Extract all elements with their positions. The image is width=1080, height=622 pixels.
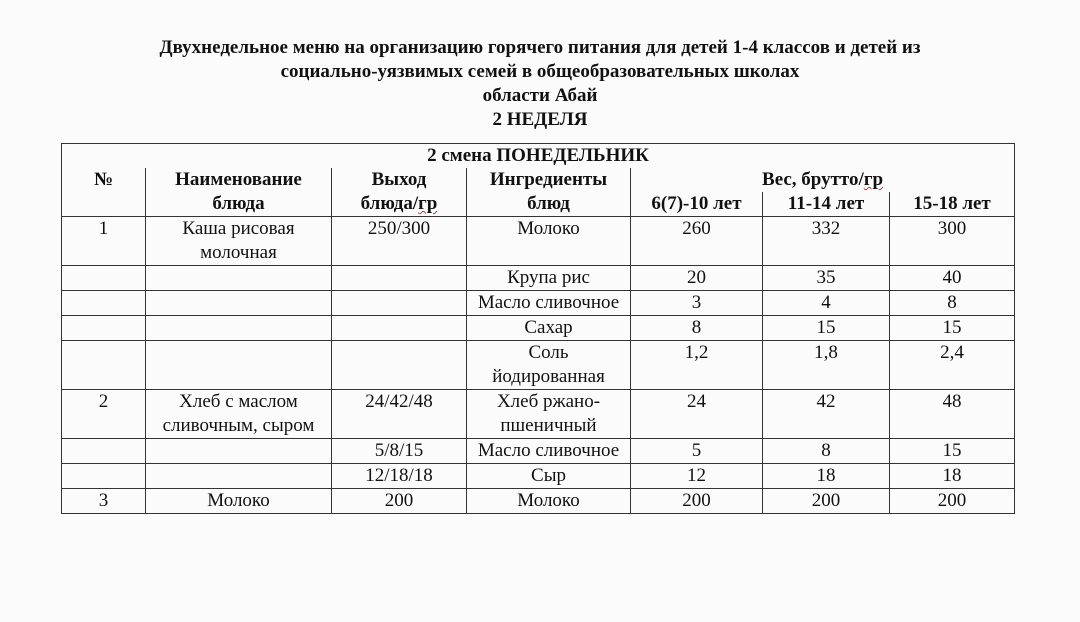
row-weight-6-10: 5 bbox=[631, 439, 763, 464]
row-num bbox=[62, 464, 146, 489]
title-line-1: Двухнедельное меню на организацию горячего питания для детей 1-4 классов и детей из bbox=[159, 37, 921, 58]
row-output: 24/42/48 bbox=[332, 390, 467, 439]
row-dish bbox=[146, 439, 332, 464]
header-dish-line1: Наименование bbox=[146, 168, 332, 192]
row-weight-11-14: 332 bbox=[763, 217, 890, 266]
row-output bbox=[332, 266, 467, 291]
header-dish-line2: блюда bbox=[146, 192, 332, 217]
header-age-6-10: 6(7)-10 лет bbox=[631, 192, 763, 217]
header-ingredients-line1: Ингредиенты bbox=[467, 168, 631, 192]
row-ingredient: Масло сливочное bbox=[467, 439, 631, 464]
header-age-15-18: 15-18 лет bbox=[890, 192, 1015, 217]
table-row bbox=[62, 217, 1015, 266]
row-ingredient: Хлеб ржано-пшеничный bbox=[467, 390, 631, 439]
row-weight-11-14: 18 bbox=[763, 464, 890, 489]
row-weight-6-10: 24 bbox=[631, 390, 763, 439]
row-weight-6-10: 8 bbox=[631, 316, 763, 341]
row-weight-11-14: 1,8 bbox=[763, 341, 890, 390]
table-row bbox=[62, 341, 1015, 390]
header-row-1 bbox=[62, 168, 1015, 192]
row-dish: Хлеб с маслом сливочным, сыром bbox=[146, 390, 332, 439]
row-num: 2 bbox=[62, 390, 146, 439]
header-output-line1: Выход bbox=[332, 168, 467, 192]
row-num bbox=[62, 291, 146, 316]
title-line-3: области Абай bbox=[482, 85, 598, 106]
row-ingredient: Сыр bbox=[467, 464, 631, 489]
row-weight-6-10: 20 bbox=[631, 266, 763, 291]
row-dish bbox=[146, 464, 332, 489]
row-weight-6-10: 200 bbox=[631, 489, 763, 514]
row-dish bbox=[146, 266, 332, 291]
row-weight-15-18: 40 bbox=[890, 266, 1015, 291]
shift-day-header: 2 смена ПОНЕДЕЛЬНИК bbox=[62, 144, 1015, 169]
row-output: 5/8/15 bbox=[332, 439, 467, 464]
row-dish: Молоко bbox=[146, 489, 332, 514]
header-num: № bbox=[62, 168, 146, 217]
table-row bbox=[62, 489, 1015, 514]
row-dish bbox=[146, 341, 332, 390]
row-weight-15-18: 15 bbox=[890, 316, 1015, 341]
row-weight-6-10: 12 bbox=[631, 464, 763, 489]
row-weight-15-18: 2,4 bbox=[890, 341, 1015, 390]
table-row bbox=[62, 439, 1015, 464]
row-weight-6-10: 260 bbox=[631, 217, 763, 266]
row-output: 200 bbox=[332, 489, 467, 514]
row-ingredient: Сахар bbox=[467, 316, 631, 341]
row-ingredient: Соль йодированная bbox=[467, 341, 631, 390]
row-output bbox=[332, 341, 467, 390]
header-weight-prefix: Вес, брутто/ bbox=[762, 169, 864, 190]
header-weight bbox=[631, 168, 1015, 192]
row-ingredient: Молоко bbox=[467, 489, 631, 514]
table-row bbox=[62, 266, 1015, 291]
row-output bbox=[332, 291, 467, 316]
row-ingredient: Крупа рис bbox=[467, 266, 631, 291]
row-weight-6-10: 3 bbox=[631, 291, 763, 316]
row-ingredient: Масло сливочное bbox=[467, 291, 631, 316]
row-num bbox=[62, 341, 146, 390]
row-weight-11-14: 42 bbox=[763, 390, 890, 439]
row-num bbox=[62, 439, 146, 464]
row-weight-11-14: 200 bbox=[763, 489, 890, 514]
row-num: 1 bbox=[62, 217, 146, 266]
row-output bbox=[332, 316, 467, 341]
row-weight-15-18: 300 bbox=[890, 217, 1015, 266]
row-weight-15-18: 200 bbox=[890, 489, 1015, 514]
row-num: 3 bbox=[62, 489, 146, 514]
header-output-line2 bbox=[332, 192, 467, 217]
row-weight-15-18: 15 bbox=[890, 439, 1015, 464]
row-weight-11-14: 4 bbox=[763, 291, 890, 316]
row-weight-15-18: 18 bbox=[890, 464, 1015, 489]
row-output: 250/300 bbox=[332, 217, 467, 266]
row-weight-6-10: 1,2 bbox=[631, 341, 763, 390]
row-dish bbox=[146, 291, 332, 316]
header-ingredients-line2: блюд bbox=[467, 192, 631, 217]
title-line-2: социально-уязвимых семей в общеобразовательных школах bbox=[280, 61, 800, 82]
header-output-unit: гр bbox=[418, 193, 438, 214]
table-row bbox=[62, 291, 1015, 316]
row-weight-15-18: 48 bbox=[890, 390, 1015, 439]
table-row bbox=[62, 464, 1015, 489]
row-output: 12/18/18 bbox=[332, 464, 467, 489]
shift-day-row bbox=[62, 144, 1015, 169]
header-age-11-14: 11-14 лет bbox=[763, 192, 890, 217]
row-ingredient: Молоко bbox=[467, 217, 631, 266]
table-row bbox=[62, 390, 1015, 439]
header-weight-unit: гр bbox=[863, 169, 884, 190]
row-num bbox=[62, 266, 146, 291]
row-num bbox=[62, 316, 146, 341]
row-weight-11-14: 15 bbox=[763, 316, 890, 341]
row-weight-11-14: 35 bbox=[763, 266, 890, 291]
header-output-prefix: блюда/ bbox=[360, 193, 419, 214]
row-weight-11-14: 8 bbox=[763, 439, 890, 464]
header-row-2 bbox=[62, 192, 1015, 217]
row-dish bbox=[146, 316, 332, 341]
document-title bbox=[0, 36, 1080, 132]
week-title: 2 НЕДЕЛЯ bbox=[492, 109, 588, 130]
menu-table bbox=[61, 143, 1015, 514]
row-dish: Каша рисовая молочная bbox=[146, 217, 332, 266]
table-row bbox=[62, 316, 1015, 341]
row-weight-15-18: 8 bbox=[890, 291, 1015, 316]
